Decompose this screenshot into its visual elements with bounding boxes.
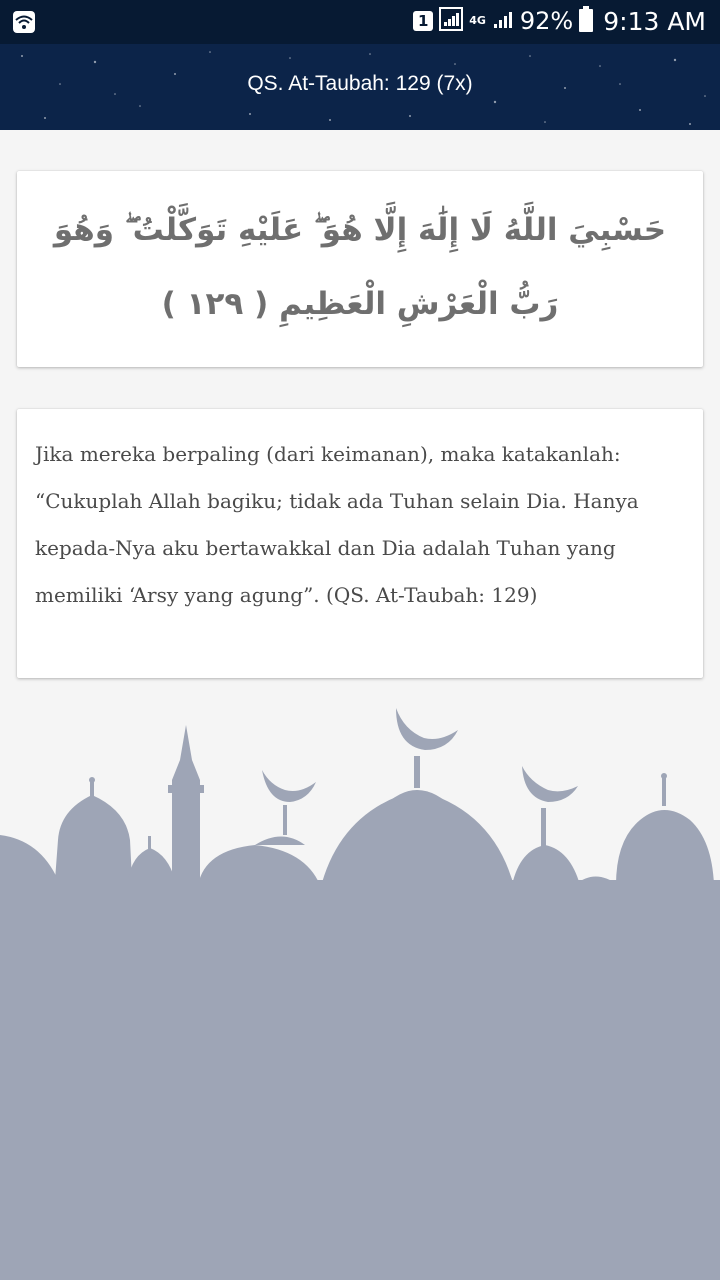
page-title: QS. At-Taubah: 129 (7x) <box>247 72 473 95</box>
wifi-icon <box>12 10 36 38</box>
translation-text: Jika mereka berpaling (dari keimanan), maka katakanlah: “Cukuplah Allah bagiku; tidak ada Tuhan selain Dia. Hanya kepada-Nya aku bertawakkal dan Dia adalah Tuhan yang memiliki ‘Arsy yang agung”. (QS. At-Taubah: 129) <box>35 442 639 607</box>
translation-card <box>17 409 703 678</box>
sim-badge: 1 <box>413 11 433 31</box>
battery-icon <box>579 6 593 36</box>
arabic-verse-text: حَسْبِيَ اللَّهُ لَا إِلَٰهَ إِلَّا هُوَ ۖ عَلَيْهِ تَوَكَّلْتُ ۖ وَهُوَ رَبُّ الْعَرْشِ الْعَظِيمِ ( ١٢٩ ) <box>53 212 667 322</box>
app-bar <box>0 44 720 130</box>
arabic-verse-card <box>17 171 703 367</box>
status-bar <box>0 0 720 44</box>
mosque-silhouette-illustration <box>0 690 720 1280</box>
signal-sim1-icon <box>439 7 463 35</box>
signal-sim2-icon <box>492 7 514 35</box>
network-type: 4G <box>469 14 486 27</box>
battery-level: 92% <box>519 7 574 35</box>
clock: 9:13 AM <box>603 6 706 36</box>
